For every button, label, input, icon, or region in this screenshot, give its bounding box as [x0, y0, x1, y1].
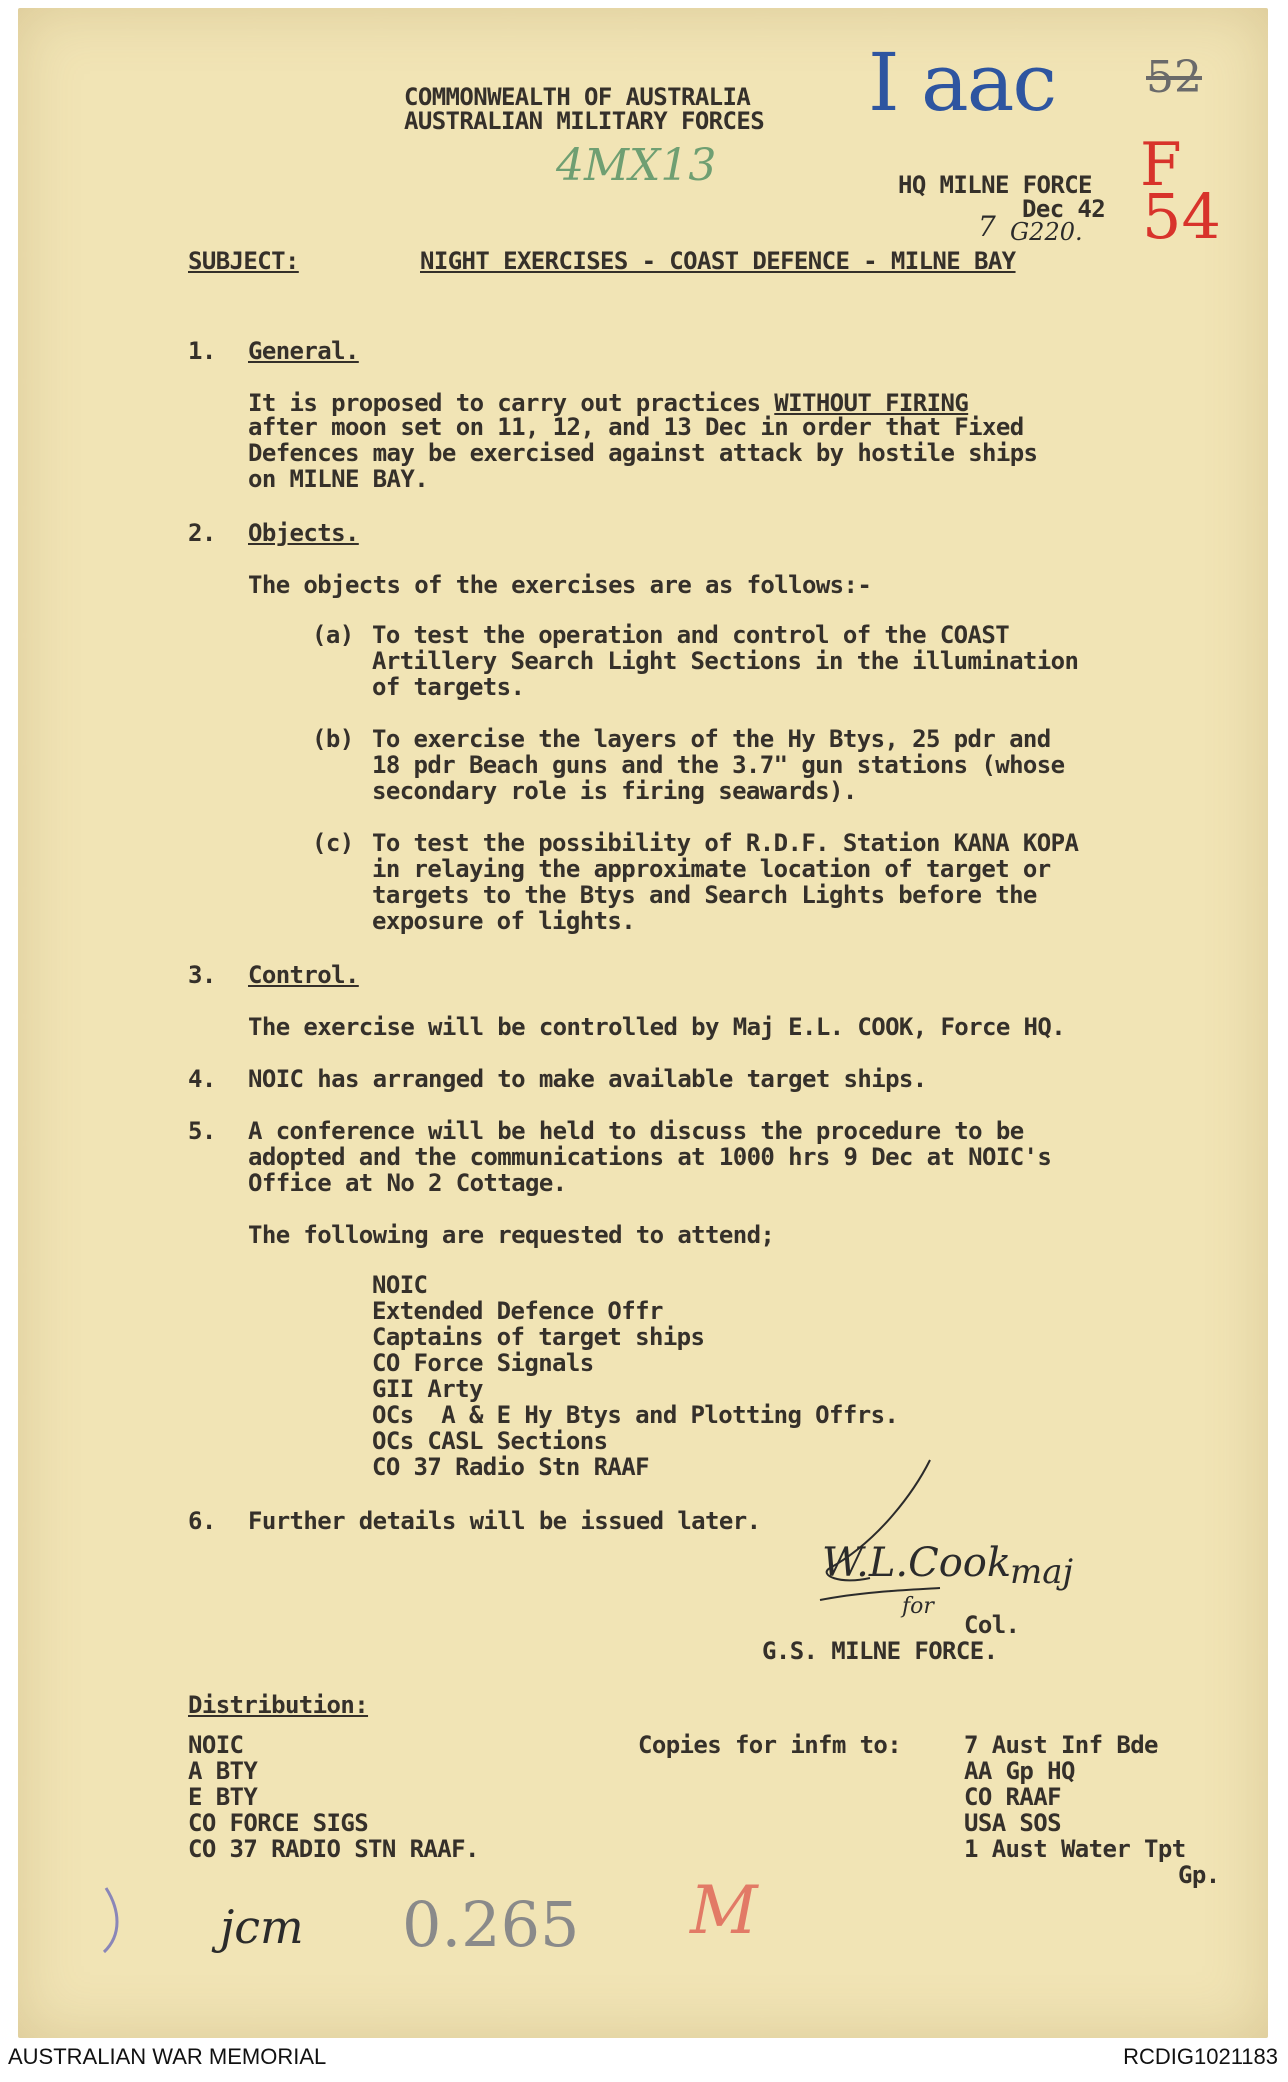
bottom-handwriting-jcm: jcm	[220, 1900, 304, 1954]
section-2c-label: (c)	[312, 829, 354, 857]
section-3-text: The exercise will be controlled by Maj E.L. COOK, Force HQ.	[248, 1013, 1066, 1041]
signature-for: for	[902, 1594, 934, 1619]
attendee: OCs CASL Sections	[372, 1427, 608, 1455]
section-3-number: 3.	[188, 961, 216, 989]
copies-item: CO RAAF	[964, 1783, 1061, 1811]
section-1-line-3: Defences may be exercised against attack by hostile ships	[248, 439, 1038, 467]
attendee: CO Force Signals	[372, 1349, 594, 1377]
bottom-reference-number: 0.265	[402, 1888, 580, 1961]
copies-label: Copies for infm to:	[638, 1731, 902, 1759]
attendee: Extended Defence Offr	[372, 1297, 663, 1325]
signoff-rank: Col.	[964, 1611, 1020, 1639]
section-1-text-a: It is proposed to carry out practices	[248, 389, 775, 417]
red-number: 54	[1142, 180, 1221, 253]
section-5-line-3: Office at No 2 Cottage.	[248, 1169, 567, 1197]
crossed-number: 52	[1146, 52, 1202, 103]
section-4-number: 4.	[188, 1065, 216, 1093]
pencil-mark	[92, 1880, 132, 1960]
section-2-intro: The objects of the exercises are as follows:-	[248, 571, 872, 599]
signature: W.L.Cook	[822, 1540, 1012, 1586]
footer-document-id: RCDIG1021183	[1123, 2044, 1278, 2069]
signoff-title: G.S. MILNE FORCE.	[762, 1637, 998, 1665]
section-2-heading: Objects.	[248, 519, 359, 547]
header-line-2: AUSTRALIAN MILITARY FORCES	[404, 107, 765, 135]
section-6-text: Further details will be issued later.	[248, 1507, 761, 1535]
attendee: GII Arty	[372, 1375, 483, 1403]
attendee: Captains of target ships	[372, 1323, 705, 1351]
distribution-item: A BTY	[188, 1757, 258, 1785]
date-day-handwritten: 7	[978, 210, 996, 243]
section-2a-label: (a)	[312, 621, 354, 649]
signature-rank: maj	[1010, 1552, 1074, 1592]
section-2c-line-4: exposure of lights.	[372, 907, 636, 935]
distribution-item: CO FORCE SIGS	[188, 1809, 369, 1837]
section-2a-line-1: To test the operation and control of the COAST	[372, 621, 1010, 649]
section-5-number: 5.	[188, 1117, 216, 1145]
distribution-label: Distribution:	[188, 1691, 369, 1719]
section-5-attend: The following are requested to attend;	[248, 1221, 775, 1249]
section-2c-line-3: targets to the Btys and Search Lights before the	[372, 881, 1037, 909]
subject-title: NIGHT EXERCISES - COAST DEFENCE - MILNE BAY	[420, 247, 1016, 275]
copies-item: 1 Aust Water Tpt	[964, 1835, 1186, 1863]
section-3-heading: Control.	[248, 961, 359, 989]
section-2a-line-2: Artillery Search Light Sections in the illumination	[372, 647, 1079, 675]
section-1-line-2: after moon set on 11, 12, and 13 Dec in order that Fixed	[248, 413, 1024, 441]
distribution-item: E BTY	[188, 1783, 258, 1811]
section-2c-line-1: To test the possibility of R.D.F. Station KANA KOPA	[372, 829, 1079, 857]
section-6-number: 6.	[188, 1507, 216, 1535]
subject-label: SUBJECT:	[188, 247, 299, 275]
g-reference-handwritten: G220.	[1010, 218, 1083, 246]
section-4-text: NOIC has arranged to make available target ships.	[248, 1065, 927, 1093]
distribution-item: CO 37 RADIO STN RAAF.	[188, 1835, 479, 1863]
copies-item: USA SOS	[964, 1809, 1061, 1837]
red-initials: M	[690, 1872, 758, 1949]
section-1-heading: General.	[248, 337, 359, 365]
section-2b-line-1: To exercise the layers of the Hy Btys, 25 pdr and	[372, 725, 1051, 753]
footer-archive-name: AUSTRALIAN WAR MEMORIAL	[8, 2044, 327, 2069]
section-2b-line-2: 18 pdr Beach guns and the 3.7" gun stations (whose	[372, 751, 1065, 779]
attendee: CO 37 Radio Stn RAAF	[372, 1453, 649, 1481]
section-1-without-firing: WITHOUT FIRING	[774, 389, 969, 417]
section-5-line-1: A conference will be held to discuss the procedure to be	[248, 1117, 1024, 1145]
green-reference: 4MX13	[556, 140, 717, 191]
attendee: NOIC	[372, 1271, 428, 1299]
header-line-1: COMMONWEALTH OF AUSTRALIA	[404, 83, 751, 111]
header-date: Dec 42	[1022, 195, 1106, 223]
header-hq: HQ MILNE FORCE	[898, 171, 1092, 199]
distribution-item: NOIC	[188, 1731, 244, 1759]
red-letter-f: F	[1140, 130, 1182, 200]
copies-item: AA Gp HQ	[964, 1757, 1075, 1785]
section-1-number: 1.	[188, 337, 216, 365]
section-1-line-4: on MILNE BAY.	[248, 465, 429, 493]
copies-item: 7 Aust Inf Bde	[964, 1731, 1158, 1759]
section-2a-line-3: of targets.	[372, 673, 525, 701]
section-2-number: 2.	[188, 519, 216, 547]
section-2b-label: (b)	[312, 725, 354, 753]
copies-item-tail: Gp.	[1178, 1861, 1220, 1889]
section-2b-line-3: secondary role is firing seawards).	[372, 777, 857, 805]
section-2c-line-2: in relaying the approximate location of target or	[372, 855, 1051, 883]
section-5-line-2: adopted and the communications at 1000 hrs 9 Dec at NOIC's	[248, 1143, 1052, 1171]
attendee: OCs A & E Hy Btys and Plotting Offrs.	[372, 1401, 899, 1429]
blue-annotation: I aac	[868, 36, 1056, 129]
